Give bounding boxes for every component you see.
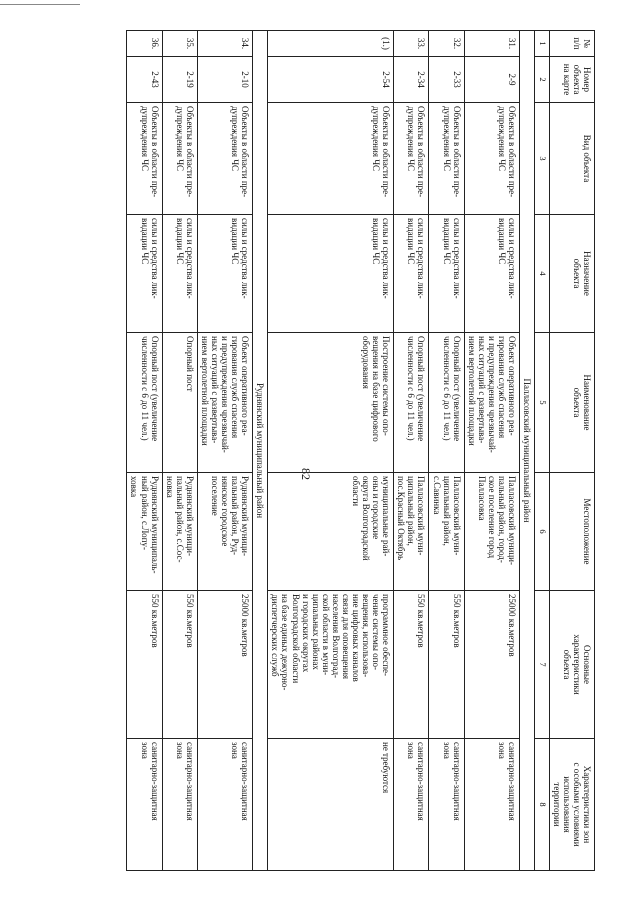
object-location: Руднянский муниципаль- ный район, с.Лопу- ховка [127, 473, 162, 591]
top-rule [0, 4, 80, 5]
header-location: Местоположение [549, 473, 594, 591]
object-type: Объекты в области пре- дупреждения ЧС [429, 103, 464, 215]
row-number: 36. [127, 31, 162, 57]
row-number: 34. [197, 31, 252, 57]
zone-characteristics: санитарно-защитная зона [127, 739, 162, 871]
row-number: 32. [429, 31, 464, 57]
object-type: Объекты в области пре- дупреждения ЧС [127, 103, 162, 215]
object-name: Опорный пост (увеличение численности с 6 до 11 чел.) [429, 333, 464, 473]
map-code: 2-19 [162, 57, 197, 103]
object-type: Объекты в области пре- дупреждения ЧС [394, 103, 429, 215]
map-code: 2-33 [429, 57, 464, 103]
col-number: 5 [535, 333, 550, 473]
header-object-type: Вид объекта [549, 103, 594, 215]
col-number: 4 [535, 215, 550, 333]
object-location: Руднянский муници- пальный район, Руд- нянское городское поселение [197, 473, 252, 591]
table-row [268, 31, 394, 871]
object-characteristics: 550 кв.метров [127, 591, 162, 739]
table-body [127, 31, 535, 871]
object-purpose: силы и средства лик- видации ЧС [162, 215, 197, 333]
object-characteristics: 550 кв.метров [429, 591, 464, 739]
object-name: Опорный пост (увеличение численности с 6 до 11 чел.) [127, 333, 162, 473]
zone-characteristics: не требуются [268, 739, 394, 871]
column-number-row [535, 31, 550, 871]
col-number: 1 [535, 31, 550, 57]
object-name: Построение системы опо- вещения на базе цифрового оборудования [268, 333, 394, 473]
table-row [429, 31, 464, 871]
object-location: Руднянский муници- пальный район, с.Сос- новка [162, 473, 197, 591]
map-code: 2-34 [394, 57, 429, 103]
object-location: Палласовский муни- ципальный район, с.Савинка [429, 473, 464, 591]
object-type: Объекты в области пре- дупреждения ЧС [268, 103, 394, 215]
col-number: 7 [535, 591, 550, 739]
object-type: Объекты в области пре- дупреждения ЧС [197, 103, 252, 215]
col-number: 8 [535, 739, 550, 871]
zone-characteristics: санитарно-защитная зона [429, 739, 464, 871]
row-number: 31. [464, 31, 519, 57]
page-number: 82 [299, 468, 313, 480]
zone-characteristics: санитарно-защитная зона [197, 739, 252, 871]
header-zones: Характеристики зон с особыми условиями использования территории [549, 739, 594, 871]
object-characteristics: 550 кв.метров [394, 591, 429, 739]
table-row [127, 31, 162, 871]
object-characteristics: 25000 кв.метров [197, 591, 252, 739]
object-characteristics: 25000 кв.метров [464, 591, 519, 739]
object-purpose: силы и средства лик- видации ЧС [127, 215, 162, 333]
object-characteristics: программное обеспе- чение системы опо- вещения, использова- ние цифровых каналов связи для оповещения населения Волгоград- ской области в муни- ципальных районах и городских округах Волгоградской области на базе единых дежурно- диспетчерских служб [268, 591, 394, 739]
header-characteristics: Основные характеристики объекта [549, 591, 594, 739]
header-map-code: Номер объекта на карте [549, 57, 594, 103]
section-heading-pallasovsky-row [520, 31, 535, 871]
col-number: 6 [535, 473, 550, 591]
col-number: 3 [535, 103, 550, 215]
object-purpose: силы и средства лик- видации ЧС [394, 215, 429, 333]
row-number: 33. [394, 31, 429, 57]
objects-table [126, 30, 595, 871]
zone-characteristics: санитарно-защитная зона [394, 739, 429, 871]
map-code: 2-10 [197, 57, 252, 103]
object-name: Опорный пост (увеличение численности с 6 до 11 чел.) [394, 333, 429, 473]
object-name: Объект оперативного реа- гирования служб спасения и предупреждения чрезвычай- ных ситуаций с развертыва- нием вертолетной площадки [197, 333, 252, 473]
object-purpose: силы и средства лик- видации ЧС [464, 215, 519, 333]
map-code: 2-9 [464, 57, 519, 103]
object-location: Палласовский муни- ципальный район, пос.Красный Октябрь [394, 473, 429, 591]
map-code: 2-54 [268, 57, 394, 103]
object-purpose: силы и средства лик- видации ЧС [429, 215, 464, 333]
row-number: 35. [162, 31, 197, 57]
object-location: Палласовский муници- пальный район, город- ское поселение город Палласовка [464, 473, 519, 591]
zone-characteristics: санитарно-защитная зона [464, 739, 519, 871]
object-purpose: силы и средства лик- видации ЧС [197, 215, 252, 333]
section-heading-pallasovsky: Палласовский муниципальный район [520, 31, 535, 871]
table-row [197, 31, 252, 871]
header-name: Наименование объекта [549, 333, 594, 473]
object-type: Объекты в области пре- дупреждения ЧС [464, 103, 519, 215]
header-row [549, 31, 594, 871]
table-row [464, 31, 519, 871]
object-characteristics: 550 кв.метров [162, 591, 197, 739]
map-code: 2-43 [127, 57, 162, 103]
object-purpose: силы и средства лик- видации ЧС [268, 215, 394, 333]
object-name: Опорный пост [162, 333, 197, 473]
table-row [394, 31, 429, 871]
header-purpose: Назначение объекта [549, 215, 594, 333]
rotated-table-container [75, 30, 595, 870]
section-heading-rudnyansky: Руднянский муниципальный район [253, 31, 268, 871]
object-type: Объекты в области пре- дупреждения ЧС [162, 103, 197, 215]
row-number: (1.) [268, 31, 394, 57]
header-num: № п/п [549, 31, 594, 57]
object-name: Объект оперативного реа- гирования служб спасения и предупреждения чрезвычай- ных ситуаций с развертыва- нием вертолетной площадки [464, 333, 519, 473]
col-number: 2 [535, 57, 550, 103]
object-location: муниципальные рай- оны и городские округа Волгоградской области [268, 473, 394, 591]
section-heading-rudnyansky-row [253, 31, 268, 871]
table-row [162, 31, 197, 871]
zone-characteristics: санитарно-защитная зона [162, 739, 197, 871]
